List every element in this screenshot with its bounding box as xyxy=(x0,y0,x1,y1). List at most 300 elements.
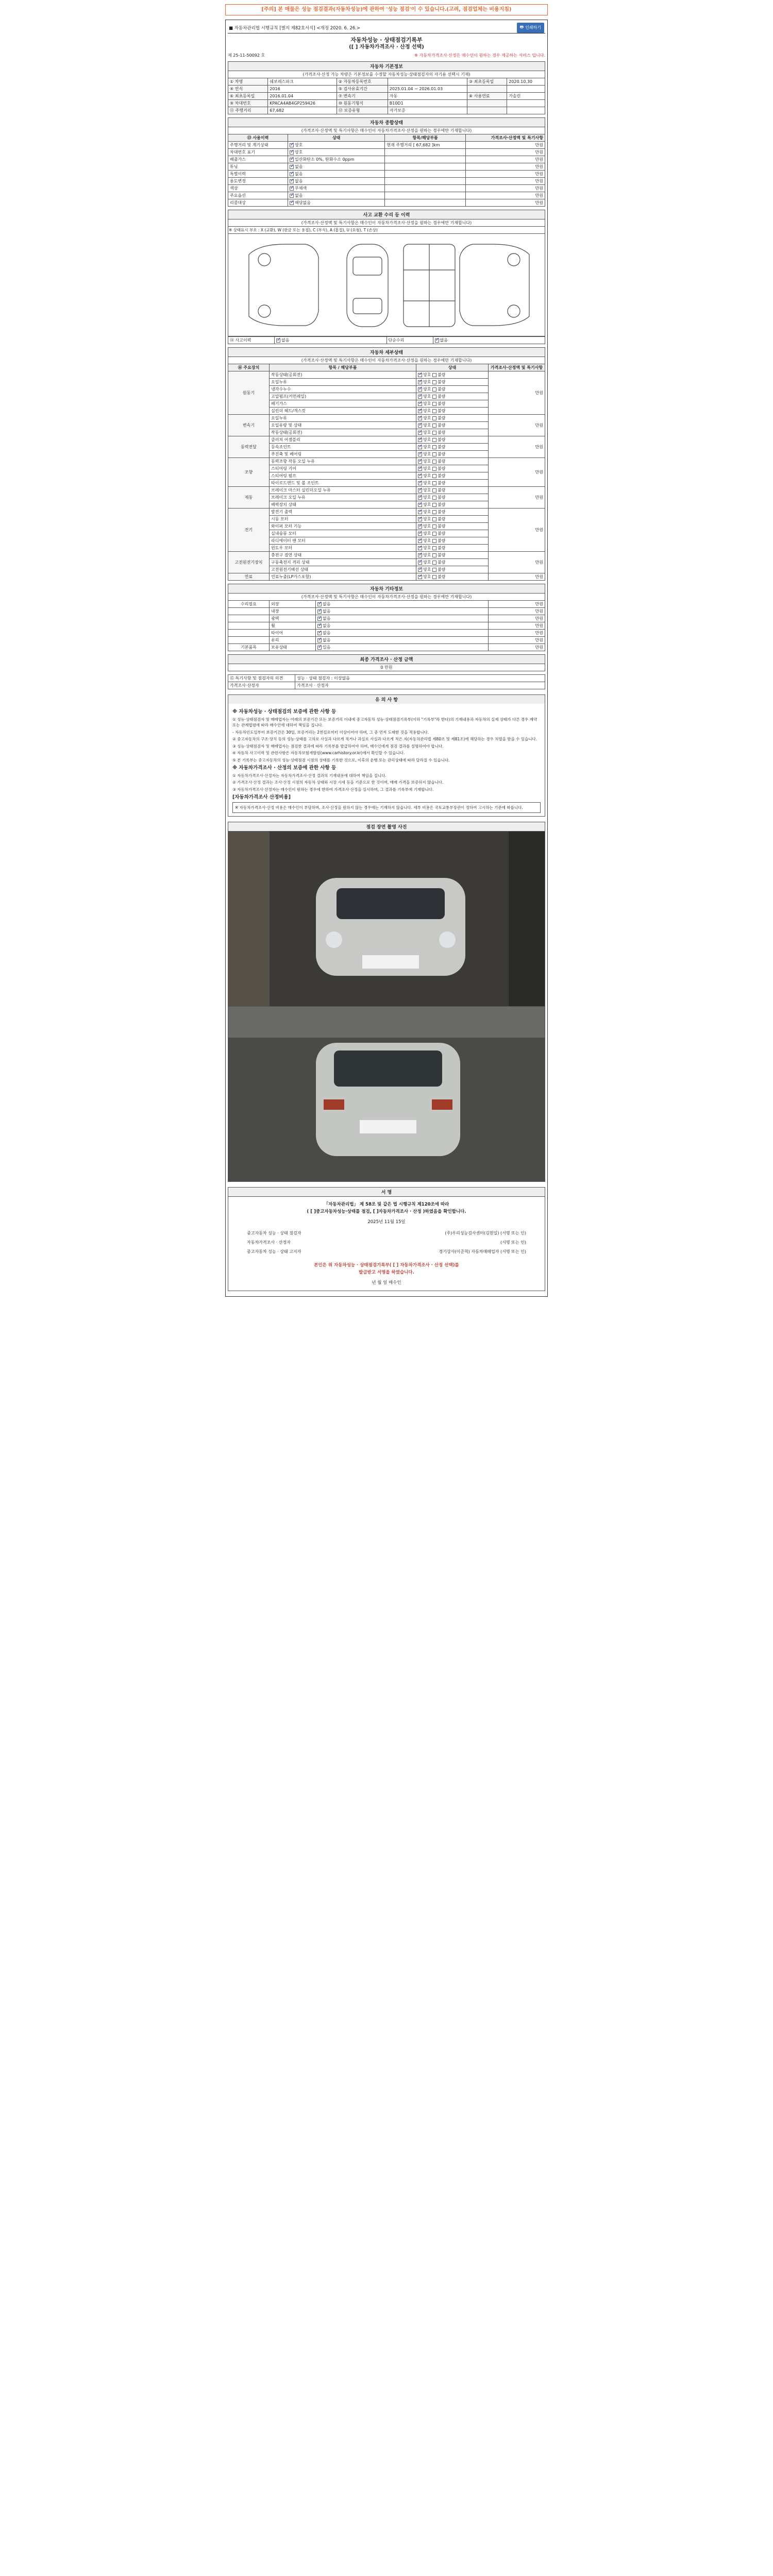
state-good-checkbox[interactable] xyxy=(418,553,422,557)
status-cell: 만원 xyxy=(465,199,545,207)
status-header-row xyxy=(228,134,545,142)
status-cell: 항목/해당부품 xyxy=(385,134,466,142)
state-good-checkbox[interactable] xyxy=(418,402,422,406)
state-bad-checkbox[interactable] xyxy=(432,373,436,377)
basic-label xyxy=(467,107,507,114)
state-good-checkbox[interactable] xyxy=(418,395,422,399)
state-bad-checkbox[interactable] xyxy=(432,488,436,493)
basic-label: ⑫ 보증유형 xyxy=(337,107,388,114)
notice-paragraph: - 자동차인도일부터 보증기간은 30일, 보증거리는 2천킬로미터 이상이어야 하며, 그 중 먼저 도래한 것을 적용합니다. xyxy=(232,730,429,735)
print-button[interactable] xyxy=(517,23,544,33)
inspection-item: 브레이크 오일 누유 xyxy=(270,494,416,501)
inspection-state: ✓ 양호 불량 xyxy=(416,458,489,465)
status-cell: 만원 xyxy=(465,163,545,171)
etc-item: 외장 xyxy=(270,601,316,608)
inspection-state: ✓ 양호 불량 xyxy=(416,415,489,422)
basic-value xyxy=(507,100,545,107)
etc-group xyxy=(228,608,270,615)
state-bad-checkbox[interactable] xyxy=(432,395,436,399)
state-good-checkbox[interactable] xyxy=(418,416,422,420)
state-bad-checkbox[interactable] xyxy=(432,380,436,384)
basic-value: B10D1 xyxy=(388,100,467,107)
status-cell: 만원 xyxy=(465,142,545,149)
inspection-item: 연료누출(LP가스포함) xyxy=(270,573,416,581)
status-checkbox[interactable] xyxy=(290,165,294,169)
print-label: 인쇄하기 xyxy=(525,25,541,30)
etc-state: ✓ 없음 xyxy=(316,615,489,622)
etc-state: ✓ 없음 xyxy=(316,622,489,630)
etc-row xyxy=(228,622,545,630)
state-good-checkbox[interactable] xyxy=(418,380,422,384)
status-row xyxy=(228,142,545,149)
inspection-price: 만원 xyxy=(489,509,545,552)
sign-title: 서 명 xyxy=(228,1187,545,1197)
etc-row xyxy=(228,644,545,651)
inspection-item: 스티어링 기어 xyxy=(270,465,416,472)
repair-checkbox[interactable] xyxy=(435,338,439,343)
state-good-checkbox[interactable] xyxy=(418,409,422,413)
inspection-state: ✓ 양호 불량 xyxy=(416,429,489,436)
etc-price: 만원 xyxy=(489,608,545,615)
notice-paragraph: ① 성능·상태점검자 및 매매업자는 아래의 보증기간 또는 보증거리 이내에 중고자동차 성능·상태점검기록부(이하 "기록부"라 한다)의 기재내용과 자동차의 실제 상태가 다른 경우 계약 또는 관계법령에 따라 매수인에 대하여 책임을 집니다. xyxy=(232,717,537,727)
status-cell: 튜닝 xyxy=(228,163,288,171)
state-bad-checkbox[interactable] xyxy=(432,445,436,449)
inspection-state: ✓ 양호 불량 xyxy=(416,501,489,509)
top-line xyxy=(228,22,545,33)
inspection-group: 전기 xyxy=(228,509,270,552)
inspection-state: ✓ 양호 불량 xyxy=(416,516,489,523)
inspection-state: ✓ 양호 불량 xyxy=(416,523,489,530)
notice-paras-2 xyxy=(232,773,541,793)
windshield xyxy=(353,257,382,275)
state-bad-checkbox[interactable] xyxy=(432,452,436,456)
etc-group xyxy=(228,630,270,637)
state-bad-checkbox[interactable] xyxy=(432,438,436,442)
repair-value: ✓ 없음 xyxy=(433,337,545,344)
price-section-title: 최종 가격조사 · 산정 금액 xyxy=(228,654,545,664)
inspection-group: 조향 xyxy=(228,458,270,487)
basic-row xyxy=(228,100,545,107)
notice-head-1: ※ 자동차성능 · 상태점검의 보증에 관한 사항 등 xyxy=(232,709,337,715)
etc-checkbox[interactable] xyxy=(317,638,322,642)
state-bad-checkbox[interactable] xyxy=(432,402,436,406)
law-reference: ■ 자동차관리법 시행규칙 [별지 제82호서식] <개정 2020. 6. 26.> xyxy=(229,25,361,31)
inspection-price: 만원 xyxy=(489,487,545,509)
inspection-state: ✓ 양호 불량 xyxy=(416,487,489,494)
notice-title: 유 의 사 항 xyxy=(228,694,545,704)
accident-section-note: (가격조사·산정액 및 특기사항은 매수인이 자동차가격조사·산정을 원하는 경우에만 기재합니다) xyxy=(228,219,545,226)
inspection-row xyxy=(228,509,545,516)
etc-checkbox[interactable] xyxy=(317,617,322,621)
etc-price: 만원 xyxy=(489,601,545,608)
basic-value: 자동 xyxy=(388,93,467,100)
inspection-item: 동력조향 작동 오일 누유 xyxy=(270,458,416,465)
doc-meta xyxy=(228,53,545,58)
state-bad-checkbox[interactable] xyxy=(432,532,436,536)
rear-photo-svg xyxy=(228,1007,545,1182)
basic-value: 67,682 xyxy=(268,107,337,114)
etc-group xyxy=(228,615,270,622)
notice-cost-box: ※ 자동차가격조사·산정 비용은 매수인이 부담하며, 조사·산정을 원하지 않는 경우에는 기재하지 않습니다. 세부 비용은 국토교통부장관이 정하여 고시하는 기준에 따릅니다. xyxy=(232,802,541,814)
status-checkbox[interactable] xyxy=(290,143,294,147)
status-checkbox[interactable] xyxy=(290,158,294,162)
status-cell: ✓ 무채색 xyxy=(288,185,385,192)
etc-price: 만원 xyxy=(489,644,545,651)
notice-head-2: ※ 자동차가격조사 · 산정의 보증에 관한 사항 등 xyxy=(232,765,337,771)
special-label: ⑮ 특기사항 및 점검자의 의견 xyxy=(228,675,295,682)
price-value: 0 만원 xyxy=(228,664,545,671)
status-row xyxy=(228,149,545,156)
state-good-checkbox[interactable] xyxy=(418,561,422,565)
pricer-label: 가격조사·산정자 xyxy=(228,682,295,689)
etc-item: 내장 xyxy=(270,608,316,615)
basic-value: 2025.01.04 ~ 2026.01.03 xyxy=(388,86,467,93)
state-bad-checkbox[interactable] xyxy=(432,409,436,413)
accident-checkbox[interactable] xyxy=(276,338,280,343)
basic-row xyxy=(228,78,545,86)
status-section-title: 자동차 종합상태 xyxy=(228,117,545,127)
state-good-checkbox[interactable] xyxy=(418,532,422,536)
inspection-price: 만원 xyxy=(489,458,545,487)
status-checkbox[interactable] xyxy=(290,172,294,176)
state-bad-checkbox[interactable] xyxy=(432,539,436,543)
notice-paragraph: ⑤ 본 기록부는 중고자동차의 성능·상태점검 시점의 상태를 기록한 것으로, 이후의 운행 또는 관리상태에 따라 달라질 수 있습니다. xyxy=(232,757,450,762)
status-cell: 만원 xyxy=(465,178,545,185)
status-checkbox[interactable] xyxy=(290,194,294,198)
status-cell xyxy=(385,199,466,207)
state-bad-checkbox[interactable] xyxy=(432,575,436,579)
sign-name: (주)우리성능검사센터(김현일) (서명 또는 인) xyxy=(445,1231,526,1235)
status-row xyxy=(228,199,545,207)
etc-item: 보유상태 xyxy=(270,644,316,651)
state-bad-checkbox[interactable] xyxy=(432,467,436,471)
inspection-item: 시동 모터 xyxy=(270,516,416,523)
etc-group xyxy=(228,622,270,630)
inspection-header: 상태 xyxy=(416,364,489,371)
sign-role: 자동차가격조사 · 산정자 xyxy=(247,1240,291,1245)
state-good-checkbox[interactable] xyxy=(418,488,422,493)
inspection-price: 만원 xyxy=(489,415,545,436)
state-bad-checkbox[interactable] xyxy=(432,481,436,485)
state-bad-checkbox[interactable] xyxy=(432,524,436,529)
inspection-group: 연료 xyxy=(228,573,270,581)
status-cell: 차대번호 표기 xyxy=(228,149,288,156)
inspection-section-note: (가격조사·산정액 및 특기사항은 매수인이 자동차가격조사·산정을 원하는 경우에만 기재합니다) xyxy=(228,357,545,364)
inspection-state: ✓ 양호 불량 xyxy=(416,537,489,545)
state-bad-checkbox[interactable] xyxy=(432,553,436,557)
state-good-checkbox[interactable] xyxy=(418,524,422,529)
state-good-checkbox[interactable] xyxy=(418,467,422,471)
notice-box xyxy=(228,704,545,817)
etc-state: ✓ 없음 xyxy=(316,637,489,644)
state-bad-checkbox[interactable] xyxy=(432,416,436,420)
basic-row xyxy=(228,86,545,93)
inspection-row xyxy=(228,436,545,444)
inspection-item: 냉각수누수 xyxy=(270,386,416,393)
inspection-header: 항목 / 해당부품 xyxy=(270,364,416,371)
etc-state: ✓ 없음 xyxy=(316,630,489,637)
inspection-table xyxy=(228,364,545,581)
status-row xyxy=(228,163,545,171)
inspection-item: 등속조인트 xyxy=(270,444,416,451)
notice-paragraph: ② 중고자동차의 구조·장치 등의 성능·상태를 고의로 사실과 다르게 적거나 과실로 사실과 다르게 적은 자(자동차관리법 제80조 및 제81조)에 해당하는 경우 처벌을 받을 수 있습니다. xyxy=(232,737,537,741)
etc-price: 만원 xyxy=(489,637,545,644)
sign-footer-3: 년 월 일 매수인 xyxy=(372,1280,401,1285)
basic-row xyxy=(228,107,545,114)
state-good-checkbox[interactable] xyxy=(418,373,422,377)
inspection-item: 윈도우 모터 xyxy=(270,545,416,552)
status-cell: 현재 주행거리 [ 67,682 ]km xyxy=(385,142,466,149)
inspection-group: 변속기 xyxy=(228,415,270,436)
inspection-price: 만원 xyxy=(489,573,545,581)
sign-lines xyxy=(231,1229,542,1257)
state-bad-checkbox[interactable] xyxy=(432,474,436,478)
inspection-state: ✓ 양호 불량 xyxy=(416,545,489,552)
inspection-row xyxy=(228,552,545,559)
inspection-item: 배기가스 xyxy=(270,400,416,408)
state-good-checkbox[interactable] xyxy=(418,568,422,572)
etc-checkbox[interactable] xyxy=(317,631,322,635)
sign-law-2: ( [ ]중고자동차성능·상태를 점검, [ ]자동차가격조사 · 산정 )하였음을 확인합니다. xyxy=(307,1209,466,1214)
state-good-checkbox[interactable] xyxy=(418,517,422,521)
inspection-header: 가격조사·산정액 및 특기사항 xyxy=(489,364,545,371)
sign-law: 「자동차관리법」 제 58조 및 같은 법 시행규칙 제120조에 따라 xyxy=(324,1202,449,1207)
inspection-state: ✓ 양호 불량 xyxy=(416,393,489,400)
etc-state: ✓ 있음 xyxy=(316,644,489,651)
basic-value xyxy=(507,107,545,114)
state-bad-checkbox[interactable] xyxy=(432,561,436,565)
inspection-item: 작동상태(공회전) xyxy=(270,429,416,436)
basic-value: KPACA4AB4GP259426 xyxy=(268,100,337,107)
status-checkbox[interactable] xyxy=(290,179,294,183)
inspection-state: ✓ 양호 불량 xyxy=(416,422,489,429)
status-cell xyxy=(385,156,466,163)
sign-role: 중고자동차 성능 · 상태 점검자 xyxy=(247,1231,301,1235)
basic-label: ⑤ 검사유효기간 xyxy=(337,86,388,93)
etc-checkbox[interactable] xyxy=(317,602,322,606)
sign-footer-2: 발급받고 서명을 하였습니다. xyxy=(359,1270,414,1275)
inspection-state: ✓ 양호 불량 xyxy=(416,465,489,472)
inspection-item: 타이로드엔드 및 볼 조인트 xyxy=(270,480,416,487)
state-good-checkbox[interactable] xyxy=(418,575,422,579)
document xyxy=(225,0,548,1297)
inspection-group: 고전원전기장치 xyxy=(228,552,270,573)
status-cell: ✓ 없음 xyxy=(288,192,385,199)
state-good-checkbox[interactable] xyxy=(418,460,422,464)
status-row xyxy=(228,185,545,192)
wheel-front-right xyxy=(508,253,520,266)
sign-name: 경기상사(이준혁) 자동차매매업자 (서명 또는 인) xyxy=(439,1249,526,1254)
etc-price: 만원 xyxy=(489,615,545,622)
inspection-item: 추진축 및 베어링 xyxy=(270,451,416,458)
state-good-checkbox[interactable] xyxy=(418,496,422,500)
inspection-item: 충전구 절연 상태 xyxy=(270,552,416,559)
inspection-item: 스티어링 펌프 xyxy=(270,472,416,480)
state-bad-checkbox[interactable] xyxy=(432,431,436,435)
car-diagram xyxy=(228,233,545,336)
basic-label: ③ 최초등록일 xyxy=(467,78,507,86)
etc-group: 수리필요 xyxy=(228,601,270,608)
accident-value: ✓ 없음 xyxy=(275,337,387,344)
etc-price: 만원 xyxy=(489,630,545,637)
state-good-checkbox[interactable] xyxy=(418,539,422,543)
basic-table xyxy=(228,78,545,114)
inspection-state: ✓ 양호 불량 xyxy=(416,444,489,451)
etc-state: ✓ 없음 xyxy=(316,601,489,608)
status-cell: 만원 xyxy=(465,192,545,199)
state-good-checkbox[interactable] xyxy=(418,503,422,507)
inspection-state: ✓ 양호 불량 xyxy=(416,386,489,393)
state-good-checkbox[interactable] xyxy=(418,438,422,442)
inspection-row xyxy=(228,415,545,422)
inspection-price: 만원 xyxy=(489,552,545,573)
etc-group: 기본품목 xyxy=(228,644,270,651)
state-good-checkbox[interactable] xyxy=(418,510,422,514)
inspection-state: ✓ 양호 불량 xyxy=(416,400,489,408)
etc-checkbox[interactable] xyxy=(317,609,322,614)
status-cell xyxy=(385,163,466,171)
sign-footer-1: 본인은 위 자동차성능 · 상태점검기록부( [ ] 자동차가격조사 · 산정 선택)를 xyxy=(314,1263,459,1268)
inspection-item: 오일유량 및 상태 xyxy=(270,422,416,429)
doc-number: 제 25-11-50092 호 xyxy=(228,53,265,58)
state-bad-checkbox[interactable] xyxy=(432,546,436,550)
repair-label: 단순수리 xyxy=(386,337,433,344)
basic-section-title: 자동차 기본정보 xyxy=(228,61,545,71)
state-good-checkbox[interactable] xyxy=(418,431,422,435)
status-row xyxy=(228,156,545,163)
status-cell xyxy=(385,185,466,192)
inspection-state: ✓ 양호 불량 xyxy=(416,559,489,566)
sign-name: (서명 또는 인) xyxy=(500,1240,526,1245)
basic-label: ① 차명 xyxy=(228,78,268,86)
notice-paragraph: ③ 성능·상태점검자 및 매매업자는 점검한 결과에 따라 기록부를 발급하여야 하며, 매수인에게 점검 결과를 설명하여야 합니다. xyxy=(232,743,444,749)
inspection-state: ✓ 양호 불량 xyxy=(416,408,489,415)
inspection-row xyxy=(228,487,545,494)
wheel-rear-left xyxy=(258,305,271,317)
inspection-state: ✓ 양호 불량 xyxy=(416,371,489,379)
inspection-item: 클러치 어셈블리 xyxy=(270,436,416,444)
notice-paras-1 xyxy=(232,717,541,764)
etc-row xyxy=(228,601,545,608)
inspection-state: ✓ 양호 불량 xyxy=(416,573,489,581)
inspection-item: 고압펌프(커먼레일) xyxy=(270,393,416,400)
basic-label: ⑩ 원동기형식 xyxy=(337,100,388,107)
status-row xyxy=(228,192,545,199)
basic-label: ⑥ 최초등록일 xyxy=(228,93,268,100)
inspection-group: 제동 xyxy=(228,487,270,509)
status-cell xyxy=(385,178,466,185)
inspection-group: 원동기 xyxy=(228,371,270,415)
state-good-checkbox[interactable] xyxy=(418,546,422,550)
etc-row xyxy=(228,615,545,622)
inspection-item: 라디에이터 팬 모터 xyxy=(270,537,416,545)
status-checkbox[interactable] xyxy=(290,187,294,191)
wheel-rear-right xyxy=(508,305,520,317)
status-cell: 만원 xyxy=(465,171,545,178)
inspection-item: 배력장치 상태 xyxy=(270,501,416,509)
basic-label: ⑨ 차대번호 xyxy=(228,100,268,107)
status-cell: 특별이력 xyxy=(228,171,288,178)
status-cell: 만원 xyxy=(465,149,545,156)
state-good-checkbox[interactable] xyxy=(418,423,422,428)
inspection-item: 작동상태(공회전) xyxy=(270,371,416,379)
inspection-photo-rear xyxy=(228,1007,545,1182)
state-bad-checkbox[interactable] xyxy=(432,460,436,464)
etc-checkbox[interactable] xyxy=(317,646,322,650)
status-cell: ✓ 해당없음 xyxy=(288,199,385,207)
status-row xyxy=(228,171,545,178)
state-bad-checkbox[interactable] xyxy=(432,568,436,572)
accident-section-title: 사고 교환 수리 등 이력 xyxy=(228,210,545,219)
status-cell: ✓ 없음 xyxy=(288,171,385,178)
status-cell: 주요옵션 xyxy=(228,192,288,199)
inspection-row xyxy=(228,458,545,465)
etc-checkbox[interactable] xyxy=(317,624,322,628)
etc-price: 만원 xyxy=(489,622,545,630)
rear-window xyxy=(353,298,382,314)
state-bad-checkbox[interactable] xyxy=(432,496,436,500)
record-frame xyxy=(225,20,548,1297)
price-table xyxy=(228,664,545,671)
basic-label: ⑪ 주행거리 xyxy=(228,107,268,114)
basic-label: ⑧ 사용연료 xyxy=(467,93,507,100)
inspection-state: ✓ 양호 불량 xyxy=(416,451,489,458)
state-good-checkbox[interactable] xyxy=(418,445,422,449)
state-good-checkbox[interactable] xyxy=(418,474,422,478)
accident-legend: ※ 상태표시 부호 : X (교환), W (판금 또는 용접), C (부식), A (흠집), U (요철), T (손상) xyxy=(228,226,545,233)
photos-title: 점검 장면 촬영 사진 xyxy=(228,822,545,832)
state-good-checkbox[interactable] xyxy=(418,481,422,485)
status-section-note: (가격조사·산정액 및 특기사항은 매수인이 자동차가격조사·산정을 원하는 경우에만 기재합니다) xyxy=(228,127,545,134)
etc-item: 유리 xyxy=(270,637,316,644)
state-bad-checkbox[interactable] xyxy=(432,517,436,521)
status-cell: 주행거리 및 계기상태 xyxy=(228,142,288,149)
status-cell: ✓ 양호 xyxy=(288,149,385,156)
etc-row xyxy=(228,630,545,637)
state-bad-checkbox[interactable] xyxy=(432,503,436,507)
inspection-row xyxy=(228,371,545,379)
etc-section-note: (가격조사·산정액 및 특기사항은 매수인이 자동차가격조사·산정을 원하는 경우에만 기재합니다) xyxy=(228,593,545,600)
inspection-photo-front xyxy=(228,832,545,1007)
inspection-state: ✓ 양호 불량 xyxy=(416,379,489,386)
inspection-section-title: 자동차 세부상태 xyxy=(228,347,545,357)
front-photo-svg xyxy=(228,832,545,1007)
basic-value: 자가보증 xyxy=(388,107,467,114)
status-cell xyxy=(385,149,466,156)
state-bad-checkbox[interactable] xyxy=(432,510,436,514)
status-cell: ✓ 양호 xyxy=(288,142,385,149)
state-bad-checkbox[interactable] xyxy=(432,387,436,392)
inspection-state: ✓ 양호 불량 xyxy=(416,494,489,501)
basic-label xyxy=(467,100,507,107)
sign-box xyxy=(228,1197,545,1291)
state-good-checkbox[interactable] xyxy=(418,452,422,456)
sign-line xyxy=(231,1247,542,1257)
basic-label: ④ 연식 xyxy=(228,86,268,93)
inspection-item: 와이퍼 모터 기능 xyxy=(270,523,416,530)
status-cell: 상태 xyxy=(288,134,385,142)
state-good-checkbox[interactable] xyxy=(418,387,422,392)
status-checkbox[interactable] xyxy=(290,150,294,155)
state-bad-checkbox[interactable] xyxy=(432,423,436,428)
pricer-value: 가격조사 · 산정자 xyxy=(295,682,545,689)
basic-value: 쉐보레스파크 xyxy=(268,78,337,86)
car-top-view xyxy=(347,244,388,327)
status-checkbox[interactable] xyxy=(290,201,294,205)
inspection-state: ✓ 양호 불량 xyxy=(416,436,489,444)
status-cell: ✓ 없음 xyxy=(288,178,385,185)
special-table xyxy=(228,674,545,689)
